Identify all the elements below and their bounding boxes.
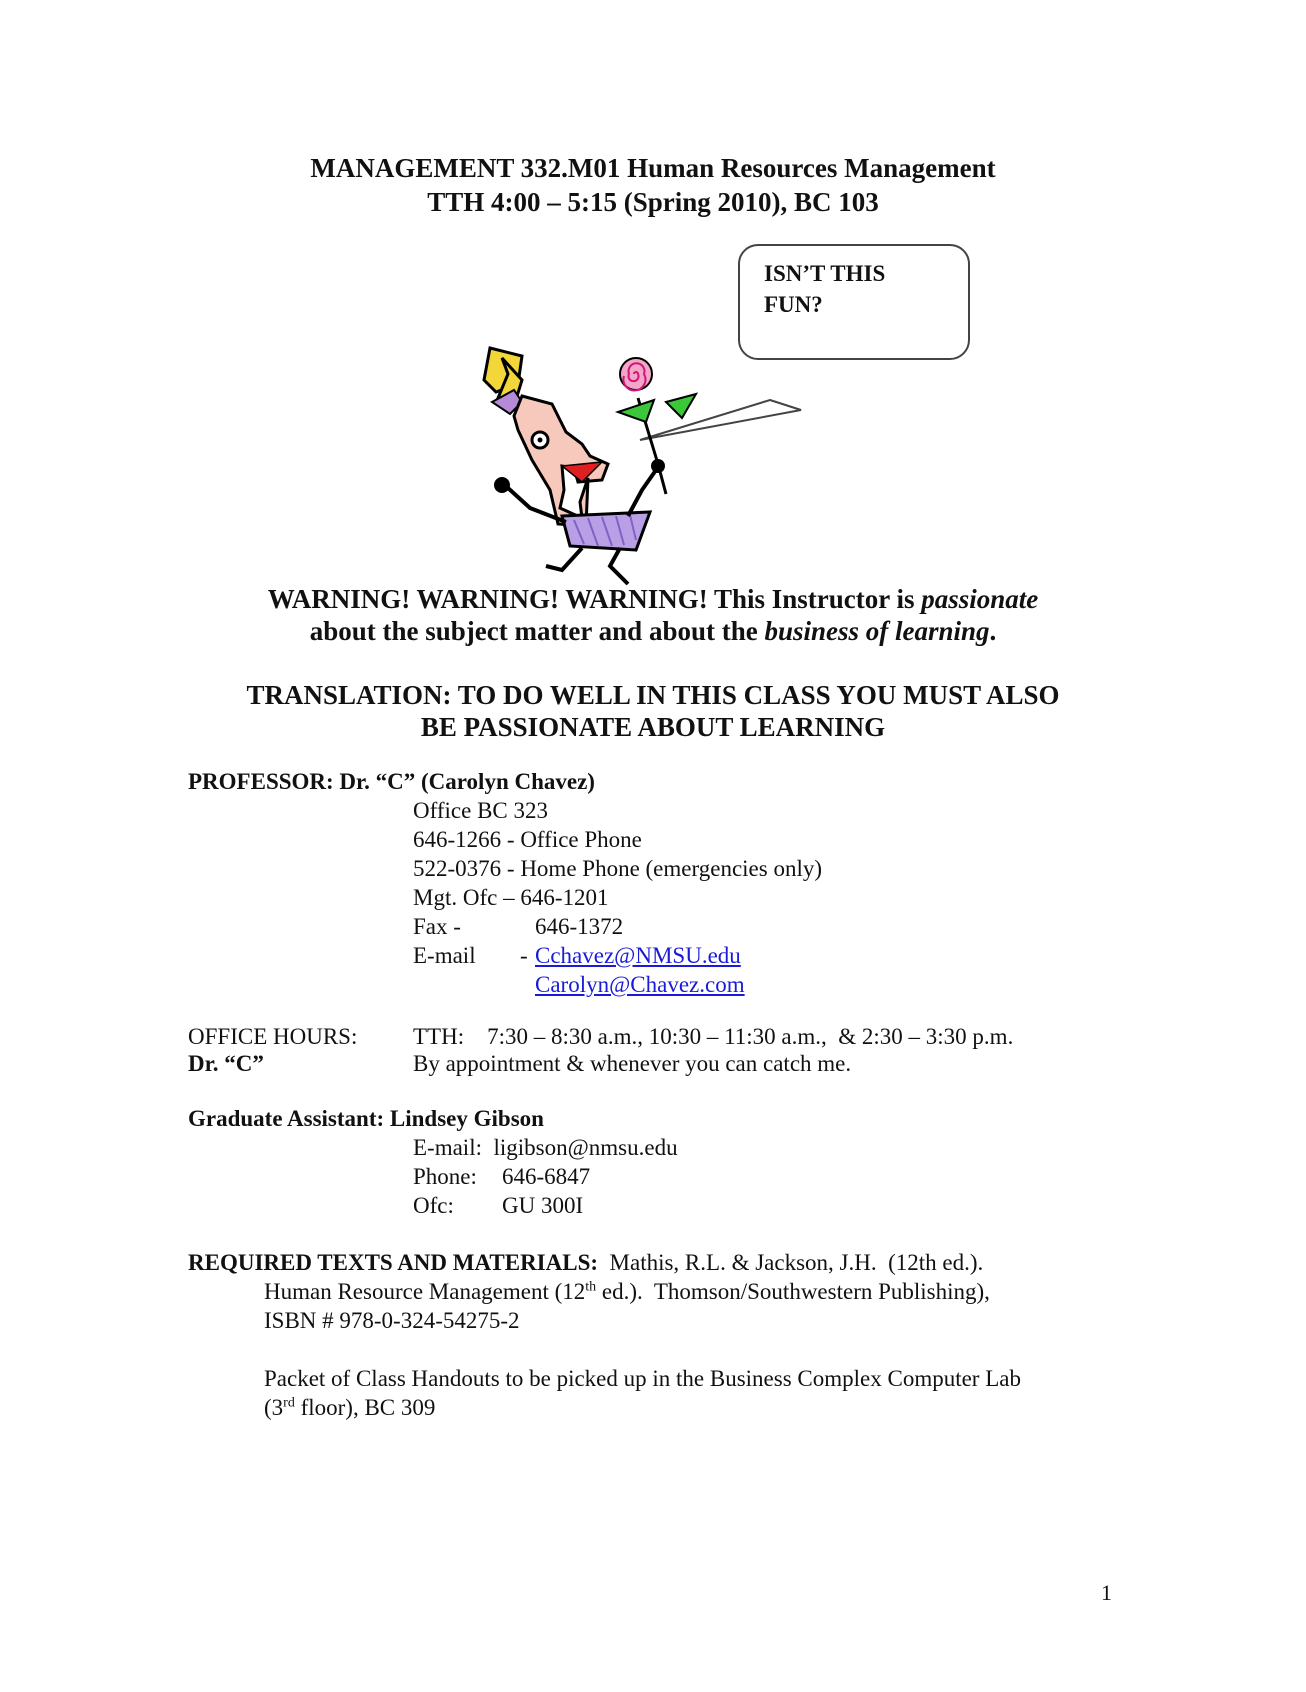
professor-home-phone: 522-0376 - Home Phone (emergencies only) <box>413 856 823 881</box>
warning-line2: about the subject matter and about the business of learning. <box>309 616 997 646</box>
course-schedule: TTH 4:00 – 5:15 (Spring 2010), BC 103 <box>427 187 879 217</box>
office-hours-appointment: By appointment & whenever you can catch me. <box>413 1051 852 1076</box>
speech-bubble-tail <box>640 400 801 440</box>
grad-assistant-ofc-value: GU 300I <box>502 1193 584 1218</box>
professor-fax-label: Fax - <box>413 914 461 939</box>
speech-bubble-line2: FUN? <box>764 292 823 317</box>
leaf-right-shape <box>666 394 696 418</box>
translation-line1: TRANSLATION: TO DO WELL IN THIS CLASS YOU MUST ALSO <box>246 680 1060 710</box>
speech-bubble-line1: ISN’T THIS <box>764 261 886 286</box>
leg-left-shape <box>546 548 582 570</box>
professor-label: PROFESSOR: Dr. “C” (Carolyn Chavez) <box>188 769 595 794</box>
translation-line2: BE PASSIONATE ABOUT LEARNING <box>420 712 886 742</box>
office-hours-label: OFFICE HOURS: <box>188 1024 358 1049</box>
professor-email-label: E-mail <box>413 943 476 968</box>
warning-line1: WARNING! WARNING! WARNING! This Instructor is passionate <box>267 584 1039 614</box>
professor-email-link-nmsu[interactable]: Cchavez@NMSU.edu <box>535 943 741 968</box>
professor-mgt-office: Mgt. Ofc – 646-1201 <box>413 885 609 910</box>
required-texts-line1: REQUIRED TEXTS AND MATERIALS: Mathis, R.L. & Jackson, J.H. (12th ed.). <box>188 1250 984 1275</box>
grad-assistant-phone-label: Phone: <box>413 1164 477 1189</box>
packet-line2: (3rd floor), BC 309 <box>264 1395 436 1420</box>
hand-left-shape <box>494 477 510 493</box>
office-hours-instructor: Dr. “C” <box>188 1051 264 1076</box>
professor-email-dash: - <box>520 943 528 968</box>
warning-emphasis-business: business of learning <box>764 616 990 646</box>
pupil-shape <box>538 438 543 443</box>
arm-right-shape <box>628 470 656 516</box>
grad-assistant-email: E-mail: ligibson@nmsu.edu <box>413 1135 678 1160</box>
leaf-left-shape <box>618 400 654 422</box>
grad-assistant-label: Graduate Assistant: Lindsey Gibson <box>188 1106 544 1131</box>
professor-office: Office BC 323 <box>413 798 549 823</box>
required-texts-label: REQUIRED TEXTS AND MATERIALS: <box>188 1250 599 1275</box>
packet-line1: Packet of Class Handouts to be picked up in the Business Complex Computer Lab <box>264 1366 1021 1391</box>
professor-fax-value: 646-1372 <box>535 914 624 939</box>
professor-office-phone: 646-1266 - Office Phone <box>413 827 642 852</box>
leg-right-shape <box>610 548 628 584</box>
warning-emphasis-passionate: passionate <box>921 584 1039 614</box>
course-title: MANAGEMENT 332.M01 Human Resources Management <box>310 153 996 183</box>
office-hours-times: TTH: 7:30 – 8:30 a.m., 10:30 – 11:30 a.m., & 2:30 – 3:30 p.m. <box>413 1024 1014 1049</box>
grad-assistant-ofc-label: Ofc: <box>413 1193 454 1218</box>
professor-email-link-personal[interactable]: Carolyn@Chavez.com <box>535 972 745 997</box>
grad-assistant-phone-value: 646-6847 <box>502 1164 591 1189</box>
required-texts-isbn: ISBN # 978-0-324-54275-2 <box>264 1308 520 1333</box>
required-texts-line2: Human Resource Management (12th ed.). Thomson/Southwestern Publishing), <box>264 1279 990 1304</box>
clipart-figure-illustration <box>470 340 990 590</box>
page-number: 1 <box>1101 1580 1112 1605</box>
